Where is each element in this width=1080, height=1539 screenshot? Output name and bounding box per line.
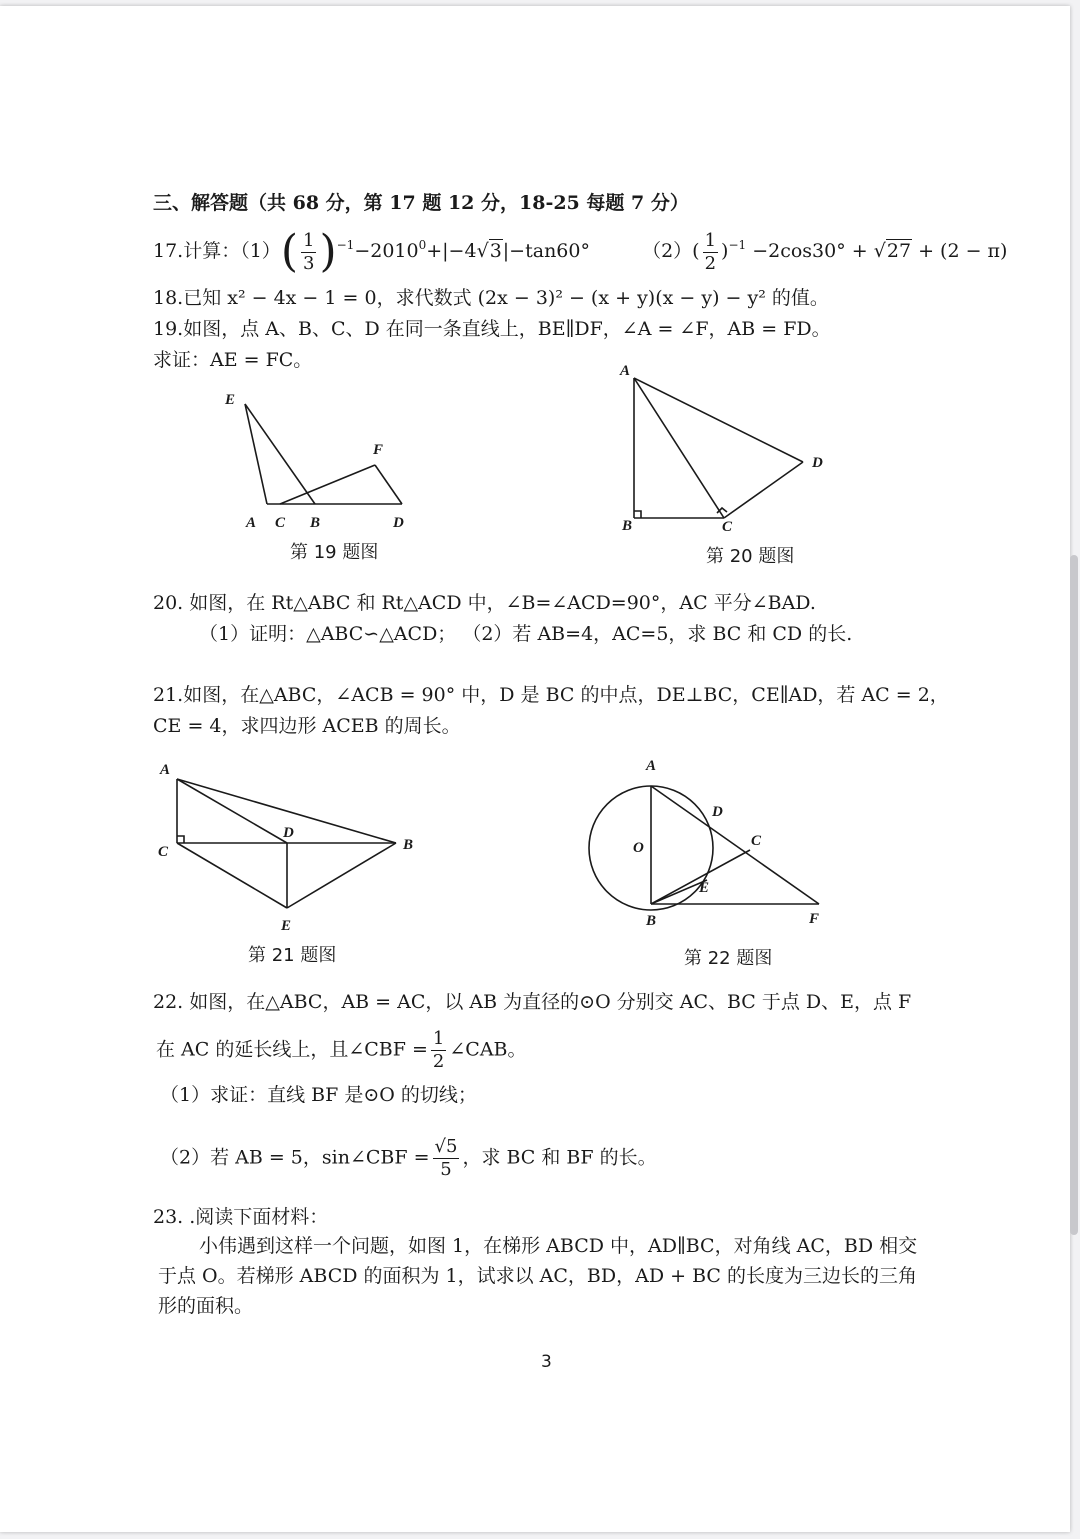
question-22-line2: 在 AC 的延长线上，且∠CBF = $\frac{1}{2}$ ∠CAB。	[156, 1028, 527, 1072]
fig22-label-C: C	[751, 833, 762, 849]
q17-frac-1: $\frac{1}{3}$	[302, 229, 315, 274]
question-22-line1: 22. 如图，在△ABC，AB = AC，以 AB 为直径的⊙O 分别交 AC、BC 于点 D、E，点 F	[153, 991, 912, 1013]
question-23-line3: 形的面积。	[158, 1295, 254, 1317]
q17-frac-2: $\frac{1}{2}$	[704, 229, 717, 274]
figure-21	[152, 755, 422, 940]
fig22-label-D: D	[712, 804, 723, 820]
fig22-label-O: O	[633, 840, 644, 856]
page-number: 3	[541, 1352, 552, 1372]
fig19-caption: 第 19 题图	[290, 542, 379, 563]
question-18: 18.已知 x² − 4x − 1 = 0，求代数式 (2x − 3)² − (x + y)(x − y) − y² 的值。	[153, 287, 829, 309]
fig21-caption: 第 21 题图	[248, 945, 337, 966]
figure-20	[610, 358, 835, 538]
fig21-label-A: A	[160, 762, 171, 778]
fig21-label-E: E	[281, 918, 292, 934]
vertical-scrollbar[interactable]	[1070, 555, 1078, 1235]
fig21-label-D: D	[283, 825, 294, 841]
fig21-label-C: C	[158, 844, 169, 860]
question-23-line2: 于点 O。若梯形 ABCD 的面积为 1，试求以 AC，BD，AD + BC 的长度为三边长的三角	[158, 1265, 917, 1287]
question-22-part2: （2）若 AB = 5，sin∠CBF = $\frac{√5}{5}$ ，求 BC 和 BF 的长。	[160, 1136, 657, 1180]
question-21-line2: CE = 4，求四边形 ACEB 的周长。	[153, 715, 461, 737]
fig22-label-B: B	[646, 913, 657, 929]
question-22-part1: （1）求证：直线 BF 是⊙O 的切线；	[160, 1084, 477, 1106]
question-23-title: 23. .阅读下面材料：	[153, 1206, 329, 1228]
question-17: 17.计算：（1）( $\frac{1}{3}$ )$^{-1}-2010^0+|-4√3|-\tan 60^\circ$ （2）( $\frac{1}{2}$ )$^{-1}$ −2cos30° + √27 + (2 − π)	[153, 226, 1008, 277]
fig22-label-F: F	[809, 911, 820, 927]
fig19-label-A: A	[246, 515, 257, 531]
fig19-label-B: B	[310, 515, 321, 531]
figure-22	[585, 752, 835, 942]
fig19-label-C: C	[275, 515, 286, 531]
figure-19	[220, 380, 430, 540]
question-20-line1: 20. 如图，在 Rt△ABC 和 Rt△ACD 中，∠B=∠ACD=90°，AC 平分∠BAD.	[153, 592, 816, 614]
fig20-label-D: D	[812, 455, 823, 471]
fig22-caption: 第 22 题图	[684, 948, 773, 969]
fig19-label-D: D	[393, 515, 404, 531]
section-header: 三、解答题（共 68 分，第 17 题 12 分，18-25 每题 7 分）	[153, 192, 689, 214]
fig20-label-B: B	[622, 518, 633, 534]
fig22-label-A: A	[646, 758, 657, 774]
fig20-caption: 第 20 题图	[706, 546, 795, 567]
fig19-label-F: F	[373, 442, 384, 458]
question-21-line1: 21.如图，在△ABC，∠ACB = 90° 中，D 是 BC 的中点，DE⊥BC，CE∥AD，若 AC = 2，	[153, 684, 949, 706]
fig22-label-E: E	[699, 880, 710, 896]
question-23-line1: 小伟遇到这样一个问题，如图 1，在梯形 ABCD 中，AD∥BC，对角线 AC，BD 相交	[199, 1235, 918, 1257]
fig20-label-C: C	[722, 519, 733, 535]
q17-prefix: 17.计算：（1）	[153, 240, 281, 262]
question-20-line2: （1）证明：△ABC∽△ACD； （2）若 AB=4，AC=5，求 BC 和 CD 的长.	[199, 623, 853, 645]
question-19-line1: 19.如图，点 A、B、C、D 在同一条直线上，BE∥DF，∠A = ∠F，AB = FD。	[153, 318, 831, 340]
question-19-line2: 求证：AE = FC。	[153, 349, 313, 371]
fig20-label-A: A	[620, 363, 631, 379]
fig19-label-E: E	[225, 392, 236, 408]
fig21-label-B: B	[403, 837, 414, 853]
